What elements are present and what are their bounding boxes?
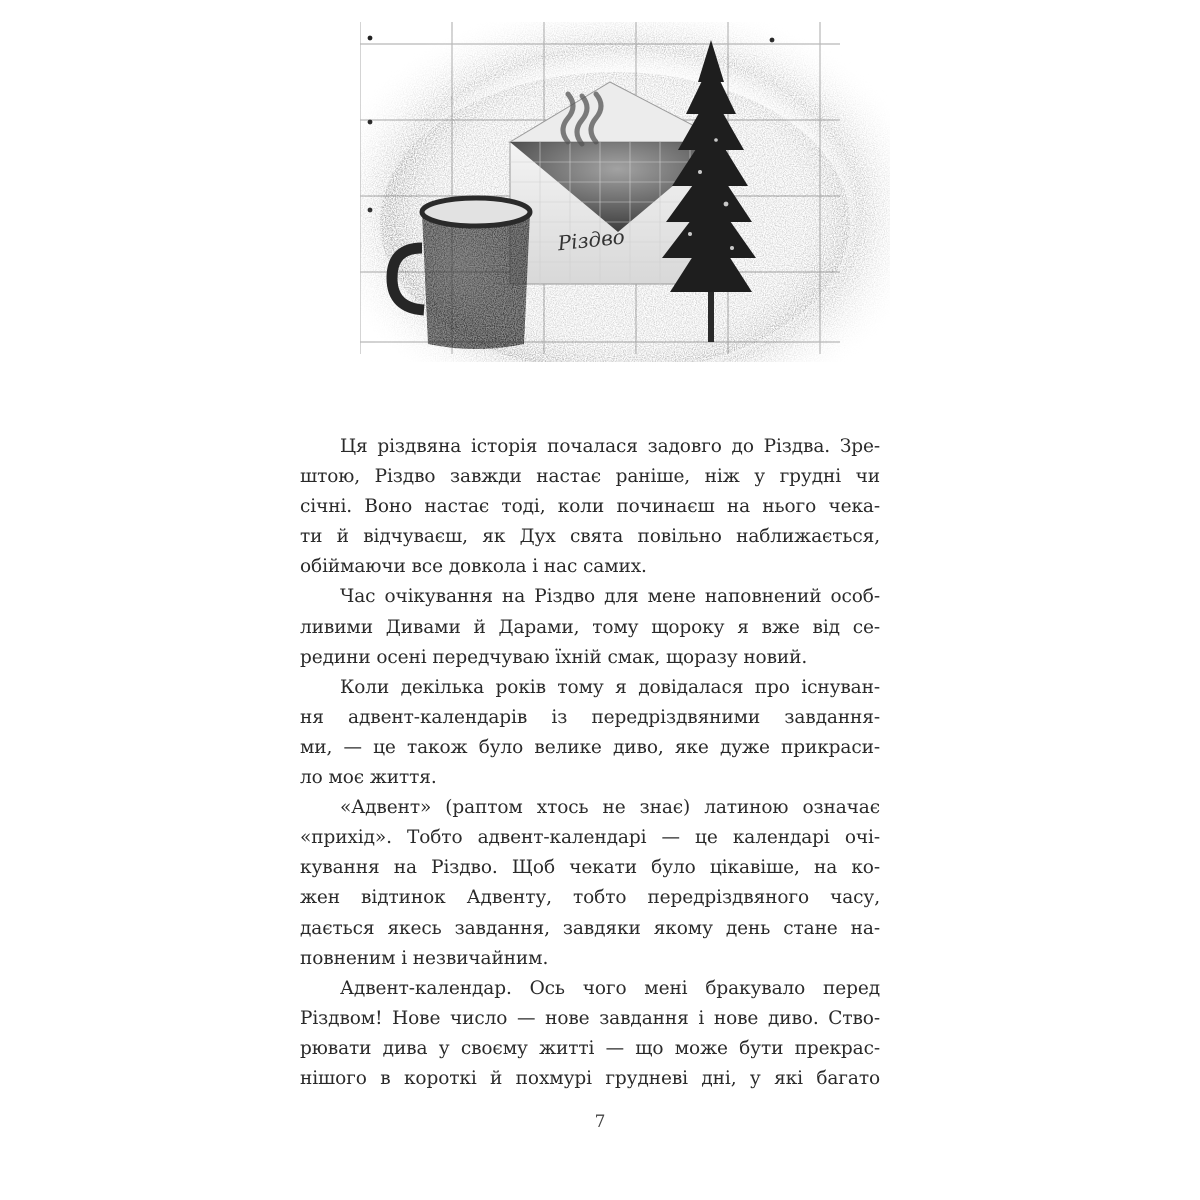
text-line: кування на Різдво. Щоб чекати було цікавіше, на ко- <box>300 857 880 879</box>
paragraph <box>300 582 880 672</box>
paragraph <box>300 432 880 582</box>
text-line: штою, Різдво завжди настає раніше, ніж у грудні чи <box>300 466 880 488</box>
page-number: 7 <box>594 1112 606 1132</box>
page-text <box>300 432 880 1094</box>
paragraph <box>300 974 880 1094</box>
text-line: Коли декілька років тому я довідалася про існуван- <box>340 676 880 698</box>
text-line: нішого в короткі й похмурі грудневі дні, у які багато <box>300 1067 880 1089</box>
text-line: січні. Воно настає тоді, коли починаєш на нього чека- <box>300 496 880 518</box>
text-line: редини осені передчуваю їхній смак, щоразу новий. <box>300 646 808 668</box>
text-line: повненим і незвичайним. <box>300 947 549 969</box>
text-line: ня адвент-календарів із передріздвяними завдання- <box>300 706 880 728</box>
paragraph <box>300 793 880 974</box>
text-line: ливими Дивами й Дарами, тому щороку я вже від се- <box>300 616 880 638</box>
paragraph <box>300 673 880 793</box>
text-line: «Адвент» (раптом хтось не знає) латиною означає <box>340 797 880 819</box>
text-line: Адвент-календар. Ось чого мені бракувало перед <box>340 977 880 999</box>
envelope-label: Різдво <box>556 224 626 256</box>
text-line: ти й відчуваєш, як Дух свята повільно наближається, <box>300 526 880 548</box>
text-line: обіймаючи все довкола і нас самих. <box>300 556 647 578</box>
text-line: ло моє життя. <box>300 767 437 789</box>
text-line: дається якесь завдання, завдяки якому день стане на- <box>300 917 880 939</box>
christmas-illustration <box>360 22 890 362</box>
text-line: «прихід». Тобто адвент-календарі — це календарі очі- <box>300 827 880 849</box>
text-line: рювати дива у своєму житті — що може бути прекрас- <box>300 1037 880 1059</box>
text-line: Різдвом! Нове число — нове завдання і нове диво. Ство- <box>300 1007 880 1029</box>
text-line: жен відтинок Адвенту, тобто передріздвяного часу, <box>300 887 880 909</box>
text-line: ми, — це також було велике диво, яке дуже прикраси- <box>300 736 880 758</box>
text-line: Час очікування на Різдво для мене наповнений особ- <box>340 586 880 608</box>
text-line: Ця різдвяна історія почалася задовго до Різдва. Зре- <box>340 436 880 457</box>
